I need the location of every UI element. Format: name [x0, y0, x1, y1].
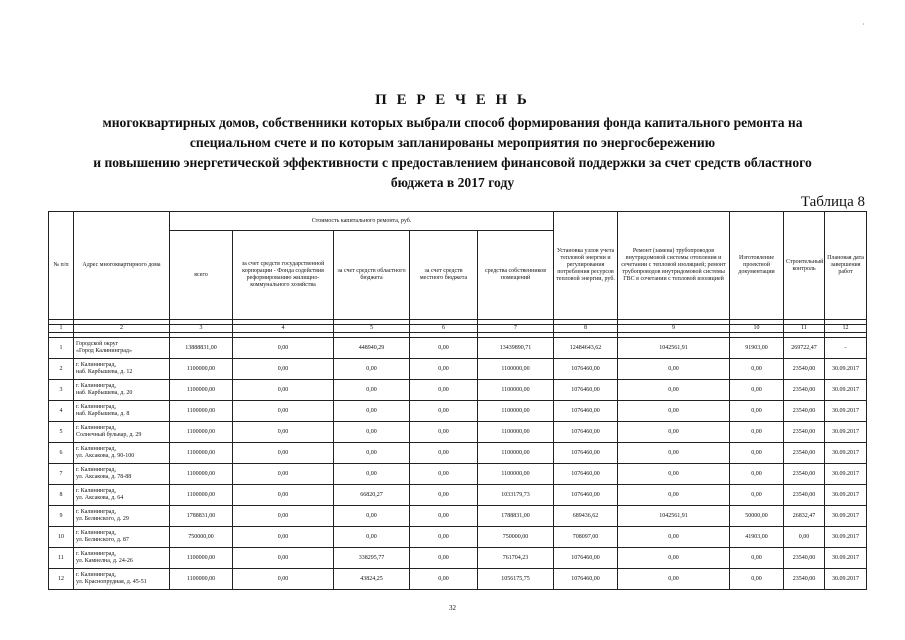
- cell-regional: 43824,25: [334, 569, 410, 590]
- table-row: [49, 485, 867, 506]
- header-local: за счет средств местного бюджета: [410, 231, 478, 320]
- cell-regional: 0,00: [334, 443, 410, 464]
- cell-total: 1100000,00: [170, 359, 233, 380]
- cell-meter: 12484643,62: [554, 338, 618, 359]
- address-line-1: г. Калининград,: [76, 530, 116, 537]
- cell-design: 41903,00: [730, 527, 784, 548]
- cell-owners: 1100000,00: [478, 464, 554, 485]
- cell-deadline: 30.09.2017: [825, 506, 867, 527]
- cell-meter: 1076460,00: [554, 422, 618, 443]
- cell-control: 23540,00: [784, 422, 825, 443]
- table-row: [49, 359, 867, 380]
- header-control: Строительный контроль: [784, 212, 825, 320]
- cell-pipes: 0,00: [618, 422, 730, 443]
- cell-total: 1788831,00: [170, 506, 233, 527]
- cell-deadline: 30.09.2017: [825, 359, 867, 380]
- cell-deadline: 30.09.2017: [825, 527, 867, 548]
- header-pipes: Ремонт (замена) трубопроводов внутридомовой системы отопления и сечетании с тепловой изоляцией; ремонт трубопроводов внутридомовой системы ГВС в сочетании с тепловой изоляцией: [618, 212, 730, 320]
- cell-meter: 1076460,00: [554, 464, 618, 485]
- cell-control: 23540,00: [784, 548, 825, 569]
- cell-pipes: 0,00: [618, 569, 730, 590]
- cell-fund: 0,00: [233, 401, 334, 422]
- cell-owners: 1100000,00: [478, 422, 554, 443]
- address-line-2: ул. Белинского, д. 29: [76, 516, 129, 522]
- cell-regional: 338295,77: [334, 548, 410, 569]
- cell-fund: 0,00: [233, 464, 334, 485]
- cell-local: 0,00: [410, 485, 478, 506]
- cell-pipes: 1042561,91: [618, 338, 730, 359]
- cell-regional: 0,00: [334, 506, 410, 527]
- cell-address: [74, 380, 170, 401]
- cell-deadline: -: [825, 338, 867, 359]
- header-fund: за счет средств государственной корпорации - Фонда содействия реформированию жилищно-коммунального хозяйства: [233, 231, 334, 320]
- column-number: 7: [478, 325, 554, 333]
- cell-fund: 0,00: [233, 569, 334, 590]
- cell-num: 6: [49, 443, 74, 464]
- cell-design: 0,00: [730, 569, 784, 590]
- cell-owners: 1100000,00: [478, 380, 554, 401]
- cell-num: 1: [49, 338, 74, 359]
- column-number: 3: [170, 325, 233, 333]
- cell-meter: 1076460,00: [554, 485, 618, 506]
- cell-address: [74, 506, 170, 527]
- cell-address: [74, 422, 170, 443]
- cell-fund: 0,00: [233, 506, 334, 527]
- column-number: 1: [49, 325, 74, 333]
- cell-fund: 0,00: [233, 527, 334, 548]
- table-row: [49, 464, 867, 485]
- cell-total: 1100000,00: [170, 401, 233, 422]
- table-row: [49, 527, 867, 548]
- header-design: Изготовление проектной документации: [730, 212, 784, 320]
- table-row: [49, 380, 867, 401]
- address-line-1: Городской округ: [76, 341, 119, 348]
- cell-design: 0,00: [730, 359, 784, 380]
- cell-total: 750000,00: [170, 527, 233, 548]
- cell-total: 1100000,00: [170, 485, 233, 506]
- header-deadline: Плановая дата завершения работ: [825, 212, 867, 320]
- subtitle-line: специальном счете и по которым запланированы мероприятия по энергосбережению: [189, 135, 716, 150]
- address-line-2: ул. Камнелна, д. 24-26: [76, 558, 133, 564]
- cell-meter: 1076460,00: [554, 443, 618, 464]
- cell-control: 26832,47: [784, 506, 825, 527]
- cell-owners: 13439890,71: [478, 338, 554, 359]
- header-owners: средства собственников помещений: [478, 231, 554, 320]
- column-number-row: [49, 325, 867, 333]
- address-line-1: г. Калининград,: [76, 362, 116, 369]
- address-line-1: г. Калининград,: [76, 425, 116, 432]
- cell-pipes: 0,00: [618, 527, 730, 548]
- cell-local: 0,00: [410, 422, 478, 443]
- cell-num: 2: [49, 359, 74, 380]
- subtitle-line: многоквартирных домов, собственники которых выбрали способ формирования фонда капитального ремонта на: [102, 115, 803, 130]
- cell-pipes: 0,00: [618, 359, 730, 380]
- document-title: П Е Р Е Ч Е Н Ь: [375, 92, 530, 108]
- cell-local: 0,00: [410, 338, 478, 359]
- cell-address: [74, 527, 170, 548]
- cell-local: 0,00: [410, 443, 478, 464]
- column-number: 4: [233, 325, 334, 333]
- column-number: 10: [730, 325, 784, 333]
- cell-meter: 689436,62: [554, 506, 618, 527]
- address-line-1: г. Калининград,: [76, 446, 116, 453]
- cell-pipes: 0,00: [618, 380, 730, 401]
- table-row: [49, 443, 867, 464]
- header-row-top: [49, 212, 867, 231]
- address-line-2: «Город Калининград»: [76, 348, 132, 354]
- cell-fund: 0,00: [233, 359, 334, 380]
- cell-owners: 750000,00: [478, 527, 554, 548]
- buildings-table: [48, 211, 867, 590]
- subtitle-line: и повышению энергетической эффективности с предоставлением финансовой поддержки за счет средств областного: [93, 155, 812, 170]
- cell-regional: 0,00: [334, 359, 410, 380]
- cell-total: 1100000,00: [170, 380, 233, 401]
- cell-local: 0,00: [410, 464, 478, 485]
- column-number: 6: [410, 325, 478, 333]
- cell-pipes: 0,00: [618, 464, 730, 485]
- address-line-2: ул. Аксакова, д. 90-100: [76, 453, 135, 459]
- cell-pipes: 0,00: [618, 401, 730, 422]
- cell-control: 0,00: [784, 527, 825, 548]
- cell-design: 0,00: [730, 485, 784, 506]
- cell-local: 0,00: [410, 401, 478, 422]
- cell-local: 0,00: [410, 380, 478, 401]
- cell-regional: 0,00: [334, 401, 410, 422]
- cell-total: 1100000,00: [170, 422, 233, 443]
- corner-mark: ·: [862, 20, 865, 29]
- cell-num: 5: [49, 422, 74, 443]
- cell-local: 0,00: [410, 359, 478, 380]
- address-line-1: г. Калининград,: [76, 551, 116, 558]
- cell-fund: 0,00: [233, 443, 334, 464]
- cell-fund: 0,00: [233, 422, 334, 443]
- table-label: Таблица 8: [800, 194, 865, 210]
- column-number: 9: [618, 325, 730, 333]
- cell-control: 23540,00: [784, 443, 825, 464]
- cell-design: 0,00: [730, 422, 784, 443]
- cell-control: 23540,00: [784, 485, 825, 506]
- cell-design: 0,00: [730, 380, 784, 401]
- column-number: 2: [74, 325, 170, 333]
- cell-num: 11: [49, 548, 74, 569]
- column-number: 12: [825, 325, 867, 333]
- cell-regional: 0,00: [334, 527, 410, 548]
- cell-deadline: 30.09.2017: [825, 380, 867, 401]
- address-line-2: ул. Аксакова, д. 78-88: [76, 474, 132, 480]
- cell-design: 50000,00: [730, 506, 784, 527]
- cell-regional: 448940,29: [334, 338, 410, 359]
- header-num: № п/п: [49, 212, 74, 320]
- table-row: [49, 401, 867, 422]
- cell-regional: 66820,27: [334, 485, 410, 506]
- cell-num: 10: [49, 527, 74, 548]
- cell-regional: 0,00: [334, 464, 410, 485]
- table-row: [49, 548, 867, 569]
- cell-total: 1100000,00: [170, 464, 233, 485]
- cell-deadline: 30.09.2017: [825, 485, 867, 506]
- cell-address: [74, 443, 170, 464]
- cell-pipes: 0,00: [618, 443, 730, 464]
- table-row: [49, 338, 867, 359]
- cell-address: [74, 338, 170, 359]
- cell-fund: 0,00: [233, 338, 334, 359]
- address-line-1: г. Калининград,: [76, 467, 116, 474]
- cell-meter: 708097,00: [554, 527, 618, 548]
- document-subtitle: [0, 113, 905, 193]
- cell-control: 23540,00: [784, 380, 825, 401]
- page-number: 32: [449, 604, 456, 612]
- cell-total: 13888831,00: [170, 338, 233, 359]
- cell-control: 23540,00: [784, 464, 825, 485]
- cell-meter: 1076460,00: [554, 359, 618, 380]
- cell-owners: 1100000,00: [478, 401, 554, 422]
- cell-deadline: 30.09.2017: [825, 422, 867, 443]
- cell-pipes: 0,00: [618, 548, 730, 569]
- cell-num: 12: [49, 569, 74, 590]
- cell-local: 0,00: [410, 506, 478, 527]
- cell-pipes: 0,00: [618, 485, 730, 506]
- cell-address: [74, 359, 170, 380]
- cell-local: 0,00: [410, 548, 478, 569]
- cell-design: 0,00: [730, 548, 784, 569]
- cell-address: [74, 464, 170, 485]
- column-number: 11: [784, 325, 825, 333]
- cell-deadline: 30.09.2017: [825, 401, 867, 422]
- cell-deadline: 30.09.2017: [825, 464, 867, 485]
- header-cost-group: Стоимость капитального ремонта, руб.: [170, 212, 554, 231]
- cell-address: [74, 569, 170, 590]
- cell-deadline: 30.09.2017: [825, 548, 867, 569]
- header-total: всего: [170, 231, 233, 320]
- table-row: [49, 569, 867, 590]
- column-number: 8: [554, 325, 618, 333]
- address-line-2: наб. Карбышева, д. 12: [76, 369, 133, 375]
- cell-meter: 1076460,00: [554, 569, 618, 590]
- cell-control: 269722,47: [784, 338, 825, 359]
- cell-num: 7: [49, 464, 74, 485]
- cell-local: 0,00: [410, 569, 478, 590]
- cell-control: 23540,00: [784, 401, 825, 422]
- cell-meter: 1076460,00: [554, 401, 618, 422]
- cell-address: [74, 548, 170, 569]
- subtitle-line: бюджета в 2017 году: [390, 175, 515, 190]
- cell-design: 91903,00: [730, 338, 784, 359]
- cell-num: 8: [49, 485, 74, 506]
- cell-regional: 0,00: [334, 380, 410, 401]
- address-line-2: ул. Краснопрудная, д. 45-51: [76, 579, 147, 585]
- cell-meter: 1076460,00: [554, 548, 618, 569]
- cell-pipes: 1042561,91: [618, 506, 730, 527]
- cell-owners: 1100000,00: [478, 443, 554, 464]
- address-line-2: ул. Аксакова, д. 64: [76, 495, 124, 501]
- address-line-1: г. Калининград,: [76, 572, 116, 579]
- address-line-1: г. Калининград,: [76, 509, 116, 516]
- table-row: [49, 422, 867, 443]
- header-regional: за счет средств областного бюджета: [334, 231, 410, 320]
- header-address: Адрес многоквартирного дома: [74, 212, 170, 320]
- address-line-2: наб. Карбышева, д. 8: [76, 411, 130, 417]
- cell-owners: 761704,23: [478, 548, 554, 569]
- address-line-2: ул. Белинского, д. 87: [76, 537, 129, 543]
- cell-design: 0,00: [730, 464, 784, 485]
- cell-total: 1100000,00: [170, 443, 233, 464]
- cell-num: 9: [49, 506, 74, 527]
- address-line-1: г. Калининград,: [76, 383, 116, 390]
- cell-design: 0,00: [730, 443, 784, 464]
- address-line-2: Солнечный бульвар, д. 29: [76, 432, 142, 438]
- cell-fund: 0,00: [233, 380, 334, 401]
- cell-address: [74, 485, 170, 506]
- column-number: 5: [334, 325, 410, 333]
- cell-regional: 0,00: [334, 422, 410, 443]
- cell-owners: 1033179,73: [478, 485, 554, 506]
- table-row: [49, 506, 867, 527]
- cell-fund: 0,00: [233, 485, 334, 506]
- cell-total: 1100000,00: [170, 569, 233, 590]
- cell-control: 23540,00: [784, 569, 825, 590]
- header-meter: Установка узлов учета тепловой энергии и регулирования потребления ресурсов тепловой энергии, руб.: [554, 212, 618, 320]
- cell-num: 3: [49, 380, 74, 401]
- cell-deadline: 30.09.2017: [825, 443, 867, 464]
- address-line-1: г. Калининград,: [76, 404, 116, 411]
- cell-deadline: 30.09.2017: [825, 569, 867, 590]
- cell-control: 23540,00: [784, 359, 825, 380]
- address-line-2: наб. Карбышева, д. 20: [76, 390, 133, 396]
- address-line-1: г. Калининград,: [76, 488, 116, 495]
- cell-owners: 1788831,00: [478, 506, 554, 527]
- cell-num: 4: [49, 401, 74, 422]
- cell-address: [74, 401, 170, 422]
- cell-meter: 1076460,00: [554, 380, 618, 401]
- cell-owners: 1100000,00: [478, 359, 554, 380]
- cell-total: 1100000,00: [170, 548, 233, 569]
- cell-fund: 0,00: [233, 548, 334, 569]
- cell-design: 0,00: [730, 401, 784, 422]
- cell-owners: 1056175,75: [478, 569, 554, 590]
- cell-local: 0,00: [410, 527, 478, 548]
